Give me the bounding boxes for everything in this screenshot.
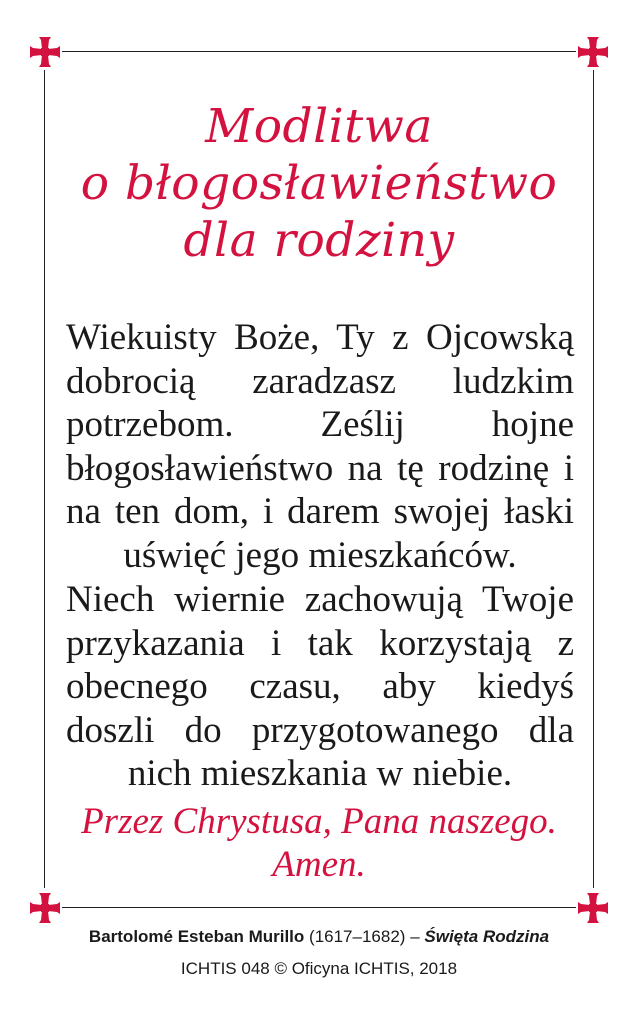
- closing-line-1: Przez Chrystusa, Pana naszego.: [81, 801, 557, 842]
- prayer-closing: [40, 800, 598, 886]
- frame-left-line: [44, 70, 45, 888]
- cross-pattee-icon: [576, 35, 610, 69]
- title-line-1: Modlitwa: [205, 99, 433, 154]
- frame-bottom-line: [62, 907, 576, 908]
- title-line-3: dla rodziny: [183, 213, 455, 268]
- frame-right-line: [593, 70, 594, 888]
- cross-pattee-icon: [576, 891, 610, 925]
- frame-top-line: [62, 51, 576, 52]
- caption-dash: –: [410, 927, 420, 946]
- copyright-line: ICHTIS 048 © Oficyna ICHTIS, 2018: [180, 959, 458, 978]
- artist-name: Bartolomé Esteban Murillo: [88, 927, 305, 946]
- closing-line-2: Amen.: [272, 844, 366, 885]
- cross-pattee-icon: [28, 891, 62, 925]
- prayer-paragraph-2: Niech wiernie zachowują Twoje przykazania i tak korzystają z obecnego czasu, aby kiedyś doszli do przygotowanego dla nich mieszkania w niebie.: [66, 579, 574, 794]
- title-line-2: o błogosławieństwo: [80, 156, 558, 211]
- prayer-paragraph-1: Wiekuisty Boże, Ty z Ojcowską dobrocią zaradzasz ludzkim potrzebom. Ześlij hojne błogosławieństwo na tę rodzinę i na ten dom, i darem swojej łaski uświęć jego mieszkańców.: [66, 317, 574, 576]
- artwork-caption: [0, 926, 638, 948]
- prayer-title: [60, 98, 578, 269]
- artist-years: (1617–1682): [309, 927, 406, 946]
- cross-pattee-icon: [28, 35, 62, 69]
- artwork-title: Święta Rodzina: [424, 927, 550, 946]
